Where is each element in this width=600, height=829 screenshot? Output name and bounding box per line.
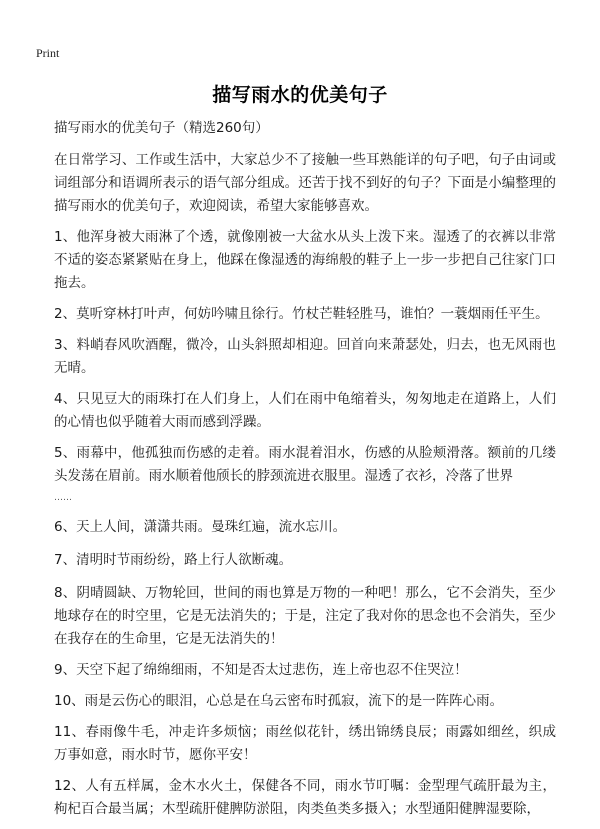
list-item-1: 1、他浑身被大雨淋了个透，就像刚被一大盆水从头上泼下来。湿透了的衣裤以非常不适的姿态紧紧贴在身上，他踩在像湿透的海绵般的鞋子上一步一步把自己往家门口拖去。 <box>54 229 556 291</box>
page-title: 描写雨水的优美句子 <box>212 84 388 106</box>
list-item-12: 12、人有五样属，金木水火土，保健各不同，雨水节叮嘱：金型理气疏肝最为主，枸杞百合最当属；木型疏肝健脾防淤阻，肉类鱼类多摄入；水型通阳健脾湿要除， <box>54 778 556 817</box>
list-item-7: 7、清明时节雨纷纷，路上行人欲断魂。 <box>54 552 293 568</box>
list-item-9: 9、天空下起了绵绵细雨，不知是否太过悲伤，连上帝也忍不住哭泣！ <box>54 662 468 678</box>
list-item-5 <box>54 442 556 488</box>
list-item-6: 6、天上人间，潇潇共雨。曼珠红遍，流水忘川。 <box>54 519 347 535</box>
list-item-2: 2、莫听穿林打叶声，何妨吟啸且徐行。竹杖芒鞋轻胜马，谁怕？一蓑烟雨任平生。 <box>54 306 549 322</box>
list-item-8: 8、阴晴圆缺、万物轮回，世间的雨也算是万物的一种吧！那么，它不会消失，至少地球存在的时空里，它是无法消失的；于是，注定了我对你的思念也不会消失，至少在我存在的生命里，它是无法消失的！ <box>54 585 556 647</box>
list-item-11: 11、春雨像牛毛，冲走许多烦恼；雨丝似花针，绣出锦绣良辰；雨露如细丝，织成万事如意，雨水时节，愿你平安！ <box>54 724 556 763</box>
list-item-4: 4、只见豆大的雨珠打在人们身上，人们在雨中龟缩着头，匆匆地走在道路上，人们的心情也似乎随着大雨而感到浮躁。 <box>54 391 556 430</box>
list-item-10: 10、雨是云伤心的眼泪，心总是在乌云密布时孤寂，流下的是一阵阵心雨。 <box>54 693 504 709</box>
intro-paragraph: 在日常学习、工作或生活中，大家总少不了接触一些耳熟能详的句子吧，句子由词或词组部分和语调所表示的语气部分组成。还苦于找不到好的句子？下面是小编整理的描写雨水的优美句子，欢迎阅读，希望大家能够喜欢。 <box>54 152 556 214</box>
list-item-5-text: 5、雨幕中，他孤独而伤感的走着。雨水混着泪水，伤感的从脸颊滑落。额前的几缕头发荡在眉前。雨水顺着他颀长的脖颈流进衣服里。湿透了衣衫，冷落了世界 <box>54 445 556 484</box>
document-body <box>54 117 556 829</box>
document-subtitle: 描写雨水的优美句子（精选260句） <box>54 120 269 136</box>
list-item-5-ellipsis: …… <box>54 493 72 503</box>
print-label: Print <box>36 46 60 60</box>
list-item-3: 3、料峭春风吹酒醒，微冷，山头斜照却相迎。回首向来萧瑟处，归去，也无风雨也无晴。 <box>54 337 556 376</box>
